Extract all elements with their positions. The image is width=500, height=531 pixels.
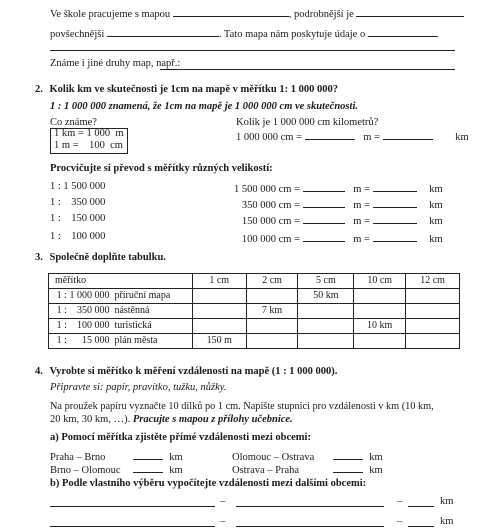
unit-km: km [429, 234, 443, 245]
dash: – [397, 496, 403, 507]
table-value-cell[interactable] [406, 289, 460, 304]
task2-heading [35, 84, 338, 97]
table-row [49, 304, 460, 319]
blank-field[interactable] [373, 181, 417, 192]
table-scale-cell: 1 : 100 000 [49, 319, 111, 334]
task3-number: 3. [35, 252, 43, 263]
blank-line[interactable] [50, 50, 455, 51]
unit-km: km [369, 452, 383, 463]
blank-field[interactable] [333, 449, 363, 460]
table-header-cell: měřítko [49, 274, 193, 289]
blank-line[interactable] [408, 526, 434, 527]
blank-field[interactable] [368, 26, 438, 37]
table-value-cell[interactable] [246, 319, 298, 334]
blank-line[interactable] [408, 506, 434, 507]
task3-title: Společně doplňte tabulku. [49, 252, 166, 263]
task4b-title: b) Podle vlastního výběru vypočítejte vzdálenosti mezi dalšími obcemi: [50, 478, 367, 489]
top-line-1 [50, 6, 464, 22]
dash: – [397, 516, 403, 527]
top-line-1-text-a: Ve škole pracujeme s mapou [50, 9, 171, 20]
unit-m: m = [353, 184, 370, 195]
table-name-cell: nástěnná [110, 304, 192, 319]
top-line-2-text-b: . Tato mapa nám poskytuje údaje o [218, 29, 366, 40]
table-header-cell: 2 cm [246, 274, 298, 289]
table-name-cell: turistická [110, 319, 192, 334]
dash: – [220, 516, 226, 527]
task3-heading [35, 252, 166, 265]
task2-known-label: Co známe? [50, 117, 97, 128]
table-row [49, 319, 460, 334]
table-value-cell[interactable] [354, 289, 406, 304]
blank-line[interactable] [236, 506, 384, 507]
table-value-cell[interactable] [192, 304, 246, 319]
top-line-1-text-b: , podrobnější je [288, 9, 354, 20]
table-value-cell[interactable] [406, 304, 460, 319]
blank-field[interactable] [133, 462, 163, 473]
table-value-cell[interactable]: 7 km [246, 304, 298, 319]
table-header-cell: 1 cm [192, 274, 246, 289]
task4-instruction-2b: Pracujte s mapou z přílohy učebnice. [132, 414, 293, 425]
table-header-cell: 5 cm [298, 274, 354, 289]
task2-number: 2. [35, 84, 43, 95]
practice-scale: 1 : 350 000 [50, 197, 106, 208]
task4-title: Vyrobte si měřítko k měření vzdáleností na mapě (1 : 1 000 000). [49, 366, 338, 377]
blank-field[interactable] [133, 449, 163, 460]
practice-scale: 1 : 150 000 [50, 213, 106, 224]
table-value-cell[interactable] [192, 319, 246, 334]
unit-km: km [169, 452, 183, 463]
table-value-cell[interactable] [246, 334, 298, 349]
blank-line[interactable] [236, 526, 384, 527]
blank-field[interactable] [373, 231, 417, 242]
unit-m: m = [353, 234, 370, 245]
practice-row [230, 231, 460, 247]
unit-km: km [455, 132, 469, 143]
pair-label: Brno – Olomouc [50, 465, 121, 476]
table-name-cell: příruční mapa [110, 289, 192, 304]
table-value-cell[interactable] [354, 334, 406, 349]
pair-label: Olomouc – Ostrava [232, 452, 315, 463]
blank-field[interactable] [303, 231, 345, 242]
blank-line[interactable] [160, 69, 455, 70]
practice-cm: 150 000 cm = [241, 216, 300, 227]
pair-label: Ostrava – Praha [232, 465, 300, 476]
blank-field[interactable] [383, 129, 433, 140]
table-value-cell[interactable] [192, 289, 246, 304]
table-value-cell[interactable] [298, 334, 354, 349]
known-line-1: 1 km = 1 000 m [54, 128, 124, 139]
unit-m: m = [363, 132, 380, 143]
unit-km: km [440, 496, 454, 507]
blank-field[interactable] [303, 197, 345, 208]
practice-row [230, 197, 460, 213]
table-header-cell: 10 cm [354, 274, 406, 289]
table-name-cell: plán města [110, 334, 192, 349]
unit-km: km [429, 184, 443, 195]
task2-answer: 1 : 1 000 000 znamená, že 1cm na mapě je 1 000 000 cm ve skutečnosti. [50, 101, 358, 112]
pair-label: Praha – Brno [50, 452, 106, 463]
known-line-2: 1 m = 100 cm [54, 140, 123, 151]
practice-scale: 1 : 1 500 000 [50, 181, 106, 192]
table-value-cell[interactable]: 10 km [354, 319, 406, 334]
blank-field[interactable] [356, 6, 464, 17]
unit-km: km [169, 465, 183, 476]
unit-m: m = [353, 216, 370, 227]
table-scale-cell: 1 : 1 000 000 [49, 289, 111, 304]
table-row [49, 334, 460, 349]
practice-title: Procvičujte si převod s měřítky různých velikostí: [50, 163, 273, 174]
practice-cm: 350 000 cm = [241, 200, 300, 211]
task4-prepare: Připravte si: papír, pravítko, tužku, nůžky. [50, 382, 227, 393]
task4-number: 4. [35, 366, 43, 377]
table-row [49, 289, 460, 304]
blank-field[interactable] [303, 181, 345, 192]
table-value-cell[interactable] [406, 334, 460, 349]
blank-line[interactable] [50, 506, 215, 507]
unit-km: km [429, 216, 443, 227]
practice-row [230, 213, 460, 229]
blank-line[interactable] [50, 526, 215, 527]
practice-cm: 100 000 cm = [241, 234, 300, 245]
task2-question2: Kolik je 1 000 000 cm kilometrů? [236, 117, 379, 128]
task4-instruction-1: Na proužek papíru vyznačte 10 dílků po 1 cm. Napište stupnici pro vzdálenosti v km (10 km, [50, 401, 434, 412]
table-scale-cell: 1 : 350 000 [49, 304, 111, 319]
top-line-4-text: Známe i jiné druhy map, např.: [50, 58, 181, 69]
blank-field[interactable] [303, 213, 345, 224]
dash: – [220, 496, 226, 507]
practice-scale: 1 : 100 000 [50, 231, 106, 242]
blank-field[interactable] [373, 213, 417, 224]
blank-field[interactable] [305, 129, 355, 140]
practice-row [230, 181, 460, 197]
task2-title: Kolik km ve skutečnosti je 1cm na mapě v měřítku 1: 1 000 000? [49, 84, 338, 95]
table-value-cell[interactable]: 150 m [192, 334, 246, 349]
top-line-2 [50, 26, 438, 42]
unit-km: km [440, 516, 454, 527]
task4-heading [35, 366, 337, 379]
unit-km: km [429, 200, 443, 211]
table-value-cell[interactable] [406, 319, 460, 334]
blank-field[interactable] [107, 26, 219, 37]
practice-cm: 1 500 000 cm = [234, 184, 300, 195]
scale-table [48, 273, 460, 349]
conversion-left: 1 000 000 cm = [236, 132, 302, 143]
table-value-cell[interactable]: 50 km [298, 289, 354, 304]
task4-instruction-2 [50, 414, 293, 427]
pair-row [232, 462, 383, 478]
table-scale-cell: 1 : 15 000 [49, 334, 111, 349]
conversion-row [236, 129, 469, 145]
top-line-2-text-a: povšechnější [50, 29, 105, 40]
pair-row [50, 462, 183, 478]
table-value-cell[interactable] [298, 304, 354, 319]
task4a-title: a) Pomocí měřítka zjistěte přímé vzdálenosti mezi obcemi: [50, 432, 311, 443]
blank-field[interactable] [173, 6, 289, 17]
unit-km: km [369, 465, 383, 476]
blank-field[interactable] [373, 197, 417, 208]
table-header-row [49, 274, 460, 289]
table-value-cell[interactable] [246, 289, 298, 304]
blank-field[interactable] [333, 462, 363, 473]
task4-instruction-2a: 20 km, 30 km, …). [50, 414, 133, 425]
table-value-cell[interactable] [298, 319, 354, 334]
table-header-cell: 12 cm [406, 274, 460, 289]
table-value-cell[interactable] [354, 304, 406, 319]
unit-m: m = [353, 200, 370, 211]
